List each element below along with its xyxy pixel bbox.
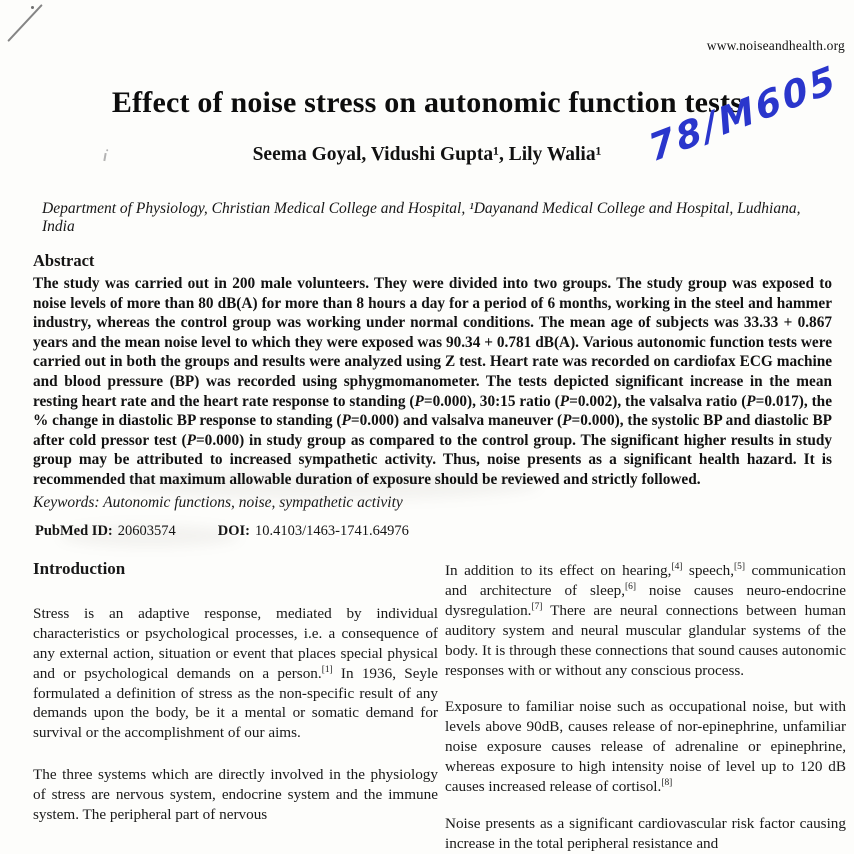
- doi-label: DOI:: [217, 523, 250, 539]
- affiliation-line: Department of Physiology, Christian Medical College and Hospital, ¹Dayanand Medical College and Hospital, Ludhiana, India: [42, 200, 801, 235]
- intro-left-paragraph-2: The three systems which are directly involved in the physiology of stress are nervous system, endocrine system and the immune system. The peripheral part of nervous: [33, 766, 438, 824]
- right-column: [445, 561, 846, 854]
- keywords-line: Keywords: Autonomic functions, noise, sympathetic activity: [33, 494, 403, 511]
- intro-right-paragraph-2: Exposure to familiar noise such as occupational noise, but with levels above 90dB, causes release of nor-epinephrine, unfamiliar noise exposure causes release of adrenaline or epinephrine, whereas exposure to high intensity noise of level up to 120 dB causes increased release of cortisol.[8]: [445, 698, 846, 796]
- authors-line: Seema Goyal, Vidushi Gupta¹, Lily Walia¹: [252, 144, 602, 165]
- handwritten-annotation: 78/M605: [644, 56, 843, 171]
- scan-scratch-dot: [31, 6, 34, 9]
- intro-right-paragraph-3: Noise presents as a significant cardiovascular risk factor causing increase in the total peripheral resistance and: [445, 814, 846, 852]
- pubmed-id-value: 20603574: [117, 523, 176, 539]
- doi-value: 10.4103/1463-1741.64976: [254, 523, 409, 539]
- introduction-heading: Introduction: [33, 559, 126, 578]
- pubmed-id-label: PubMed ID:: [35, 523, 113, 539]
- intro-right-paragraph-1: In addition to its effect on hearing,[4] speech,[5] communication and architecture of sleep,[6] noise causes neuro-endocrine dysregulation.[7] There are neural connections between human auditory system and neural muscular glandular systems of the body. It is through these connections that sound causes autonomic responses with or without any conscious process.: [445, 561, 846, 679]
- article-title: Effect of noise stress on autonomic function tests: [111, 86, 743, 120]
- identifiers-line: [35, 523, 409, 540]
- abstract-section: [33, 251, 832, 490]
- left-column: [33, 559, 438, 825]
- abstract-body: The study was carried out in 200 male volunteers. They were divided into two groups. The study group was exposed to noise levels of more than 80 dB(A) for more than 8 hours a day for a period of 6 months, working in the steel and hammer industry, whereas the control group was working under normal conditions. The mean age of subjects was 33.33 + 0.867 years and the mean noise level to which they were exposed was 90.34 + 0.781 dB(A). Various autonomic function tests were carried out in both the groups and results were analyzed using Z test. Heart rate was recorded on cardiofax ECG machine and blood pressure (BP) was recorded using sphygmomanometer. The tests depicted significant increase in the mean resting heart rate and the heart rate response to standing (P=0.000), 30:15 ratio (P=0.002), the valsalva ratio (P=0.017), the % change in diastolic BP response to standing (P=0.000) and valsalva maneuver (P=0.000), the systolic BP and diastolic BP after cold pressor test (P=0.000) in study group as compared to the control group. The significant higher results in study group may be attributed to increased sympathetic activity. Thus, noise presents as a significant health hazard. It is recommended that maximum allowable duration of exposure should be reviewed and strictly followed.: [33, 275, 833, 488]
- scan-scratch-line: [7, 4, 43, 42]
- journal-url: www.noiseandhealth.org: [706, 38, 845, 53]
- intro-left-paragraph-1: Stress is an adaptive response, mediated by individual characteristics or psychological processes, i.e. a consequence of any external action, situation or event that places special physical and or psychological demands on a person.[1] In 1936, Seyle formulated a definition of stress as the non-specific result of any demands upon the body, be it a mental or somatic demand for survival or the accomplishment of our aims.: [33, 604, 438, 742]
- abstract-heading: Abstract: [33, 251, 95, 270]
